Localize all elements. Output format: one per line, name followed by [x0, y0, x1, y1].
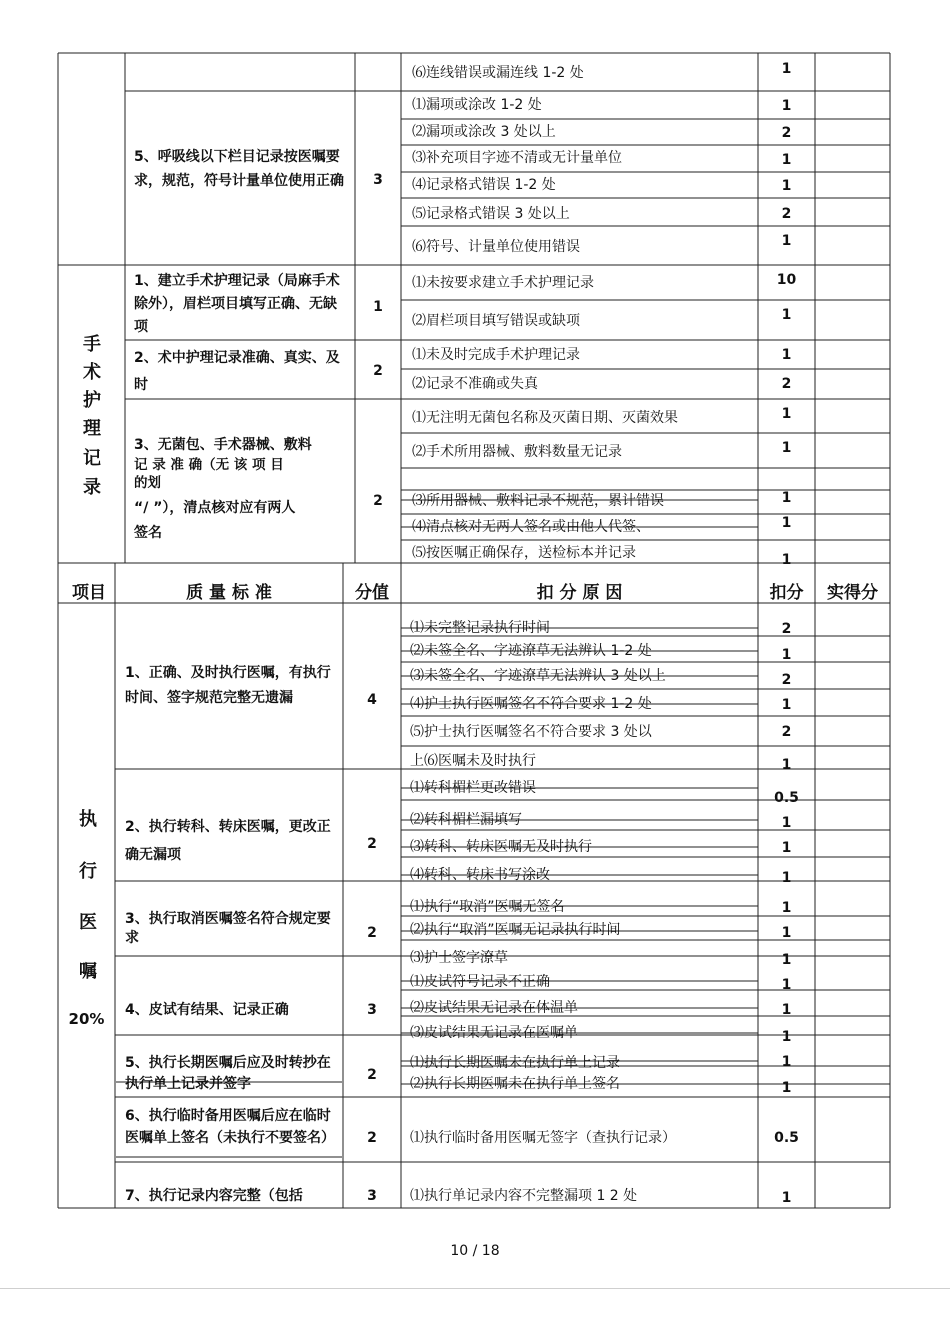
- deduct-value: 0.5: [774, 1130, 799, 1146]
- deduct-value: 0.5: [774, 790, 799, 806]
- reason-text: ⑷转科、转床书写涂改: [410, 867, 550, 883]
- reason-text: ⑵执行长期医嘱未在执行单上签名: [410, 1076, 620, 1092]
- reason-text: ⑴无注明无菌包名称及灭菌日期、灭菌效果: [412, 410, 678, 426]
- reason-text: ⑶未签全名、字迹潦草无法辨认 3 处以上: [410, 668, 666, 684]
- score-value: 3: [367, 1002, 377, 1018]
- standard-text: 的划: [134, 475, 161, 491]
- reason-text: ⑶所用器械、敷料记录不规范，累计错误: [412, 493, 664, 509]
- reason-text: ⑴执行临时备用医嘱无签字（查执行记录）: [410, 1130, 676, 1146]
- deduct-value: 1: [781, 1002, 792, 1018]
- reason-text: ⑹连线错误或漏连线 1-2 处: [412, 65, 584, 81]
- standard-text: “/ ”），清点核对应有两人: [134, 500, 296, 516]
- deduct-value: 2: [781, 206, 792, 222]
- category-char: 医: [79, 912, 97, 933]
- deduct-value: 1: [781, 233, 792, 249]
- deduct-value: 1: [781, 178, 792, 194]
- reason-text: ⑶转科、转床医嘱无及时执行: [410, 839, 592, 855]
- deduct-value: 1: [781, 515, 792, 531]
- deduct-value: 1: [781, 757, 792, 773]
- reason-text: ⑵转科楣栏漏填写: [410, 812, 522, 828]
- standard-text: 3、执行取消医嘱签名符合规定要求: [125, 911, 331, 946]
- page-number: 10 / 18: [450, 1243, 500, 1259]
- reason-text: ⑶补充项目字迹不清或无计量单位: [412, 150, 622, 166]
- score-value: 2: [367, 925, 377, 941]
- score-value: 2: [367, 1067, 377, 1083]
- reason-text: ⑷护士执行医嘱签名不符合要求 1-2 处: [410, 696, 652, 712]
- header-standard: 质 量 标 准: [186, 583, 272, 603]
- score-value: 2: [367, 1130, 377, 1146]
- reason-text: ⑵执行“取消”医嘱无记录执行时间: [410, 922, 621, 938]
- category-char: 护: [83, 390, 101, 411]
- reason-text: ⑹符号、计量单位使用错误: [412, 239, 580, 255]
- deduct-value: 1: [781, 61, 792, 77]
- reason-text: ⑵皮试结果无记录在体温单: [410, 1000, 578, 1016]
- standard-text: 签名: [134, 525, 162, 541]
- category-char: 行: [79, 861, 97, 882]
- standard-text: 1、建立手术护理记录（局麻手术除外），眉栏项目填写正确、无缺项: [134, 273, 340, 335]
- reason-text: ⑸按医嘱正确保存，送检标本并记录: [412, 545, 636, 561]
- footer-divider: [0, 1288, 950, 1289]
- deduct-value: 1: [781, 406, 792, 422]
- score-value: 4: [367, 692, 377, 708]
- header-deduct: 扣分: [769, 583, 804, 603]
- standard-text: 2、术中护理记录准确、真实、及时: [134, 350, 340, 393]
- deduct-value: 1: [781, 952, 792, 968]
- standard-text: 记 录 准 确（无 该 项 目: [134, 457, 284, 473]
- deduct-value: 1: [781, 1190, 792, 1206]
- category-char: 理: [83, 418, 101, 439]
- category-char: 嘱: [79, 961, 97, 982]
- deduct-value: 1: [781, 900, 792, 916]
- reason-text: ⑴执行“取消”医嘱无签名: [410, 899, 565, 915]
- category-char: 术: [83, 362, 101, 383]
- reason-text: 上⑹医嘱未及时执行: [410, 753, 536, 769]
- deduct-value: 1: [781, 552, 792, 568]
- deduct-value: 1: [781, 977, 792, 993]
- reason-text: ⑴执行单记录内容不完整漏项 1 2 处: [410, 1188, 638, 1204]
- deduct-value: 1: [781, 1080, 792, 1096]
- reason-text: ⑷清点核对无两人签名或由他人代签、: [412, 519, 650, 535]
- deduct-value: 1: [781, 815, 792, 831]
- deduct-value: 1: [781, 347, 792, 363]
- category-percent: 20%: [68, 1010, 105, 1028]
- deduct-value: 2: [781, 125, 792, 141]
- header-score: 分值: [355, 583, 389, 603]
- deduct-value: 1: [781, 307, 792, 323]
- deduct-value: 1: [781, 1054, 792, 1070]
- reason-text: ⑶护士签字潦草: [410, 950, 508, 966]
- reason-text: ⑴未及时完成手术护理记录: [412, 347, 580, 363]
- category-char: 录: [83, 477, 101, 498]
- header-actual: 实得分: [827, 583, 878, 603]
- deduct-value: 10: [776, 272, 797, 288]
- reason-text: ⑶皮试结果无记录在医嘱单: [410, 1025, 578, 1041]
- score-value: 2: [373, 363, 383, 379]
- reason-text: ⑷记录格式错误 1-2 处: [412, 177, 556, 193]
- standard-text: 4、皮试有结果、记录正确: [125, 1002, 289, 1018]
- reason-text: ⑴转科楣栏更改错误: [410, 780, 536, 796]
- deduct-value: 1: [781, 1029, 792, 1045]
- standard-text: 3、无菌包、手术器械、敷料: [134, 437, 312, 453]
- deduct-value: 2: [781, 672, 792, 688]
- deduct-value: 2: [781, 724, 792, 740]
- deduct-value: 1: [781, 925, 792, 941]
- deduct-value: 1: [781, 152, 792, 168]
- reason-text: ⑴未完整记录执行时间: [410, 620, 550, 636]
- deduct-value: 1: [781, 440, 792, 456]
- standard-text: 5、执行长期医嘱后应及时转抄在执行单上记录并签字: [125, 1055, 331, 1092]
- score-value: 3: [373, 172, 383, 188]
- deduct-value: 1: [781, 490, 792, 506]
- score-value: 2: [373, 493, 383, 509]
- deduct-value: 2: [781, 621, 792, 637]
- standard-text: 5、呼吸线以下栏目记录按医嘱要求，规范，符号计量单位使用正确: [134, 149, 344, 189]
- reason-text: ⑵手术所用器械、敷料数量无记录: [412, 444, 622, 460]
- category-char: 记: [83, 448, 101, 469]
- category-char: 手: [83, 334, 101, 355]
- reason-text: ⑸记录格式错误 3 处以上: [412, 206, 570, 222]
- header-item: 项目: [72, 583, 106, 603]
- standard-text: 7、执行记录内容完整（包括: [125, 1188, 303, 1204]
- reason-text: ⑵眉栏项目填写错误或缺项: [412, 313, 580, 329]
- reason-text: ⑴皮试符号记录不正确: [410, 974, 550, 990]
- reason-text: ⑴执行长期医嘱未在执行单上记录: [410, 1055, 620, 1071]
- header-reason: 扣 分 原 因: [536, 583, 623, 603]
- score-value: 1: [373, 299, 383, 315]
- reason-text: ⑴漏项或涂改 1-2 处: [412, 97, 542, 113]
- standard-text: 1、正确、及时执行医嘱，有执行时间、签字规范完整无遗漏: [125, 665, 331, 706]
- reason-text: ⑵未签全名、字迹潦草无法辨认 1-2 处: [410, 643, 652, 659]
- standard-text: 2、执行转科、转床医嘱，更改正确无漏项: [125, 819, 331, 863]
- deduct-value: 1: [781, 98, 792, 114]
- reason-text: ⑸护士执行医嘱签名不符合要求 3 处以: [410, 724, 652, 740]
- reason-text: ⑴未按要求建立手术护理记录: [412, 275, 594, 291]
- deduct-value: 1: [781, 870, 792, 886]
- deduct-value: 1: [781, 697, 792, 713]
- deduct-value: 1: [781, 647, 792, 663]
- score-value: 2: [367, 836, 377, 852]
- standard-text: 6、执行临时备用医嘱后应在临时医嘱单上签名（未执行不要签名）: [125, 1108, 335, 1146]
- deduct-value: 2: [781, 376, 792, 392]
- reason-text: ⑵记录不准确或失真: [412, 376, 538, 392]
- reason-text: ⑵漏项或涂改 3 处以上: [412, 124, 556, 140]
- score-value: 3: [367, 1188, 377, 1204]
- category-char: 执: [79, 809, 97, 830]
- deduct-value: 1: [781, 840, 792, 856]
